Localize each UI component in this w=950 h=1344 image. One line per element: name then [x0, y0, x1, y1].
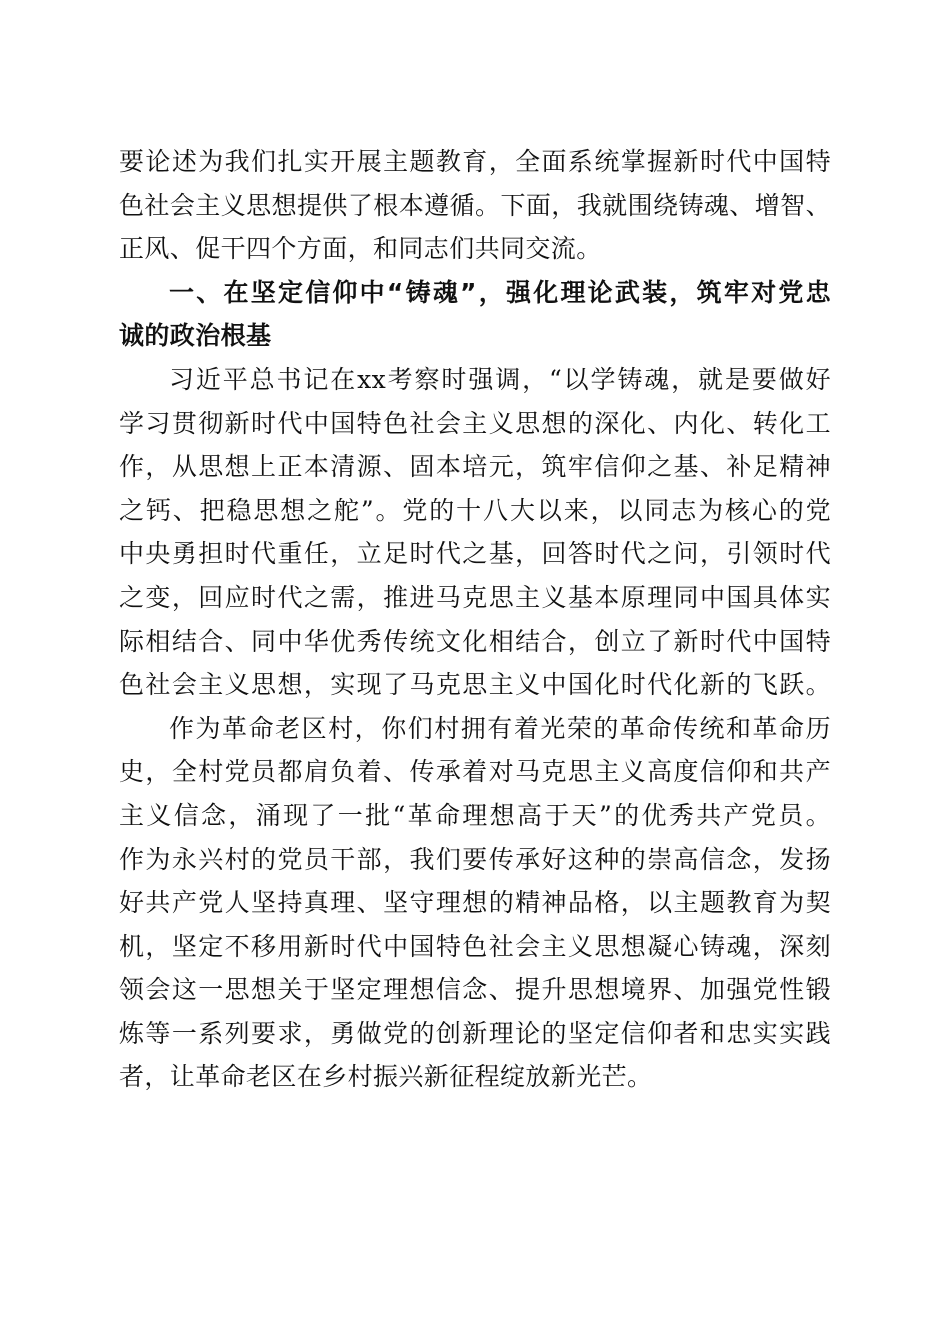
line-text: 作为永兴村的党员干部，我们要传承好这种的崇高信念，发扬 [119, 844, 831, 874]
line-text: 正风、促干四个方面，和同志们共同交流。 [119, 234, 602, 264]
line-text: 者，让革命老区在乡村振兴新征程绽放新光芒。 [119, 1062, 653, 1092]
paragraph-line [119, 968, 831, 1012]
heading-text: 一、在坚定信仰中“铸魂”，强化理论武装，筑牢对党忠 [169, 277, 831, 307]
line-text: 作，从思想上正本清源、固本培元，筑牢信仰之基、补足精神 [119, 452, 831, 482]
section-heading-line [119, 314, 831, 358]
paragraph-line [119, 445, 831, 489]
paragraph-line [119, 620, 831, 664]
paragraph-line [119, 489, 831, 533]
document-body [119, 140, 831, 1099]
paragraph-line [119, 576, 831, 620]
line-text: 色社会主义思想，实现了马克思主义中国化时代化新的飞跃。 [119, 670, 831, 700]
line-text: 作为革命老区村，你们村拥有着光荣的革命传统和革命历 [169, 713, 831, 743]
line-text: 领会这一思想关于坚定理想信念、提升思想境界、加强党性锻 [119, 975, 831, 1005]
paragraph-line [119, 881, 831, 925]
paragraph-line [119, 227, 831, 271]
line-text: 好共产党人坚持真理、坚守理想的精神品格，以主题教育为契 [119, 888, 831, 918]
line-text: 色社会主义思想提供了根本遵循。下面，我就围绕铸魂、增智、 [119, 190, 831, 220]
line-text: 主义信念，涌现了一批“革命理想高于天”的优秀共产党员。 [119, 800, 831, 830]
line-text: 炼等一系列要求，勇做党的创新理论的坚定信仰者和忠实实践 [119, 1018, 831, 1048]
line-text: 学习贯彻新时代中国特色社会主义思想的深化、内化、转化工 [119, 408, 831, 438]
paragraph-line [119, 925, 831, 969]
paragraph-line [119, 1012, 831, 1056]
paragraph-line [119, 358, 831, 402]
line-text: 际相结合、同中华优秀传统文化相结合，创立了新时代中国特 [119, 626, 831, 656]
line-text: 之钙、把稳思想之舵”。党的十八大以来，以同志为核心的党 [119, 495, 831, 525]
paragraph-line [119, 750, 831, 794]
line-text: 机，坚定不移用新时代中国特色社会主义思想凝心铸魂，深刻 [119, 931, 831, 961]
line-text: 之变，回应时代之需，推进马克思主义基本原理同中国具体实 [119, 582, 831, 612]
section-heading-line [119, 271, 831, 315]
paragraph-line [119, 794, 831, 838]
paragraph-line [119, 402, 831, 446]
paragraph-line [119, 663, 831, 707]
paragraph-line [119, 707, 831, 751]
line-text: 史，全村党员都肩负着、传承着对马克思主义高度信仰和共产 [119, 757, 831, 787]
line-text: 习近平总书记在xx考察时强调，“以学铸魂，就是要做好 [169, 364, 831, 394]
paragraph-line [119, 140, 831, 184]
paragraph-line [119, 184, 831, 228]
paragraph-line [119, 838, 831, 882]
line-text: 要论述为我们扎实开展主题教育，全面系统掌握新时代中国特 [119, 147, 831, 176]
paragraph-line [119, 1055, 831, 1099]
line-text: 中央勇担时代重任，立足时代之基，回答时代之问，引领时代 [119, 539, 831, 569]
heading-text: 诚的政治根基 [119, 321, 272, 351]
paragraph-line [119, 532, 831, 576]
